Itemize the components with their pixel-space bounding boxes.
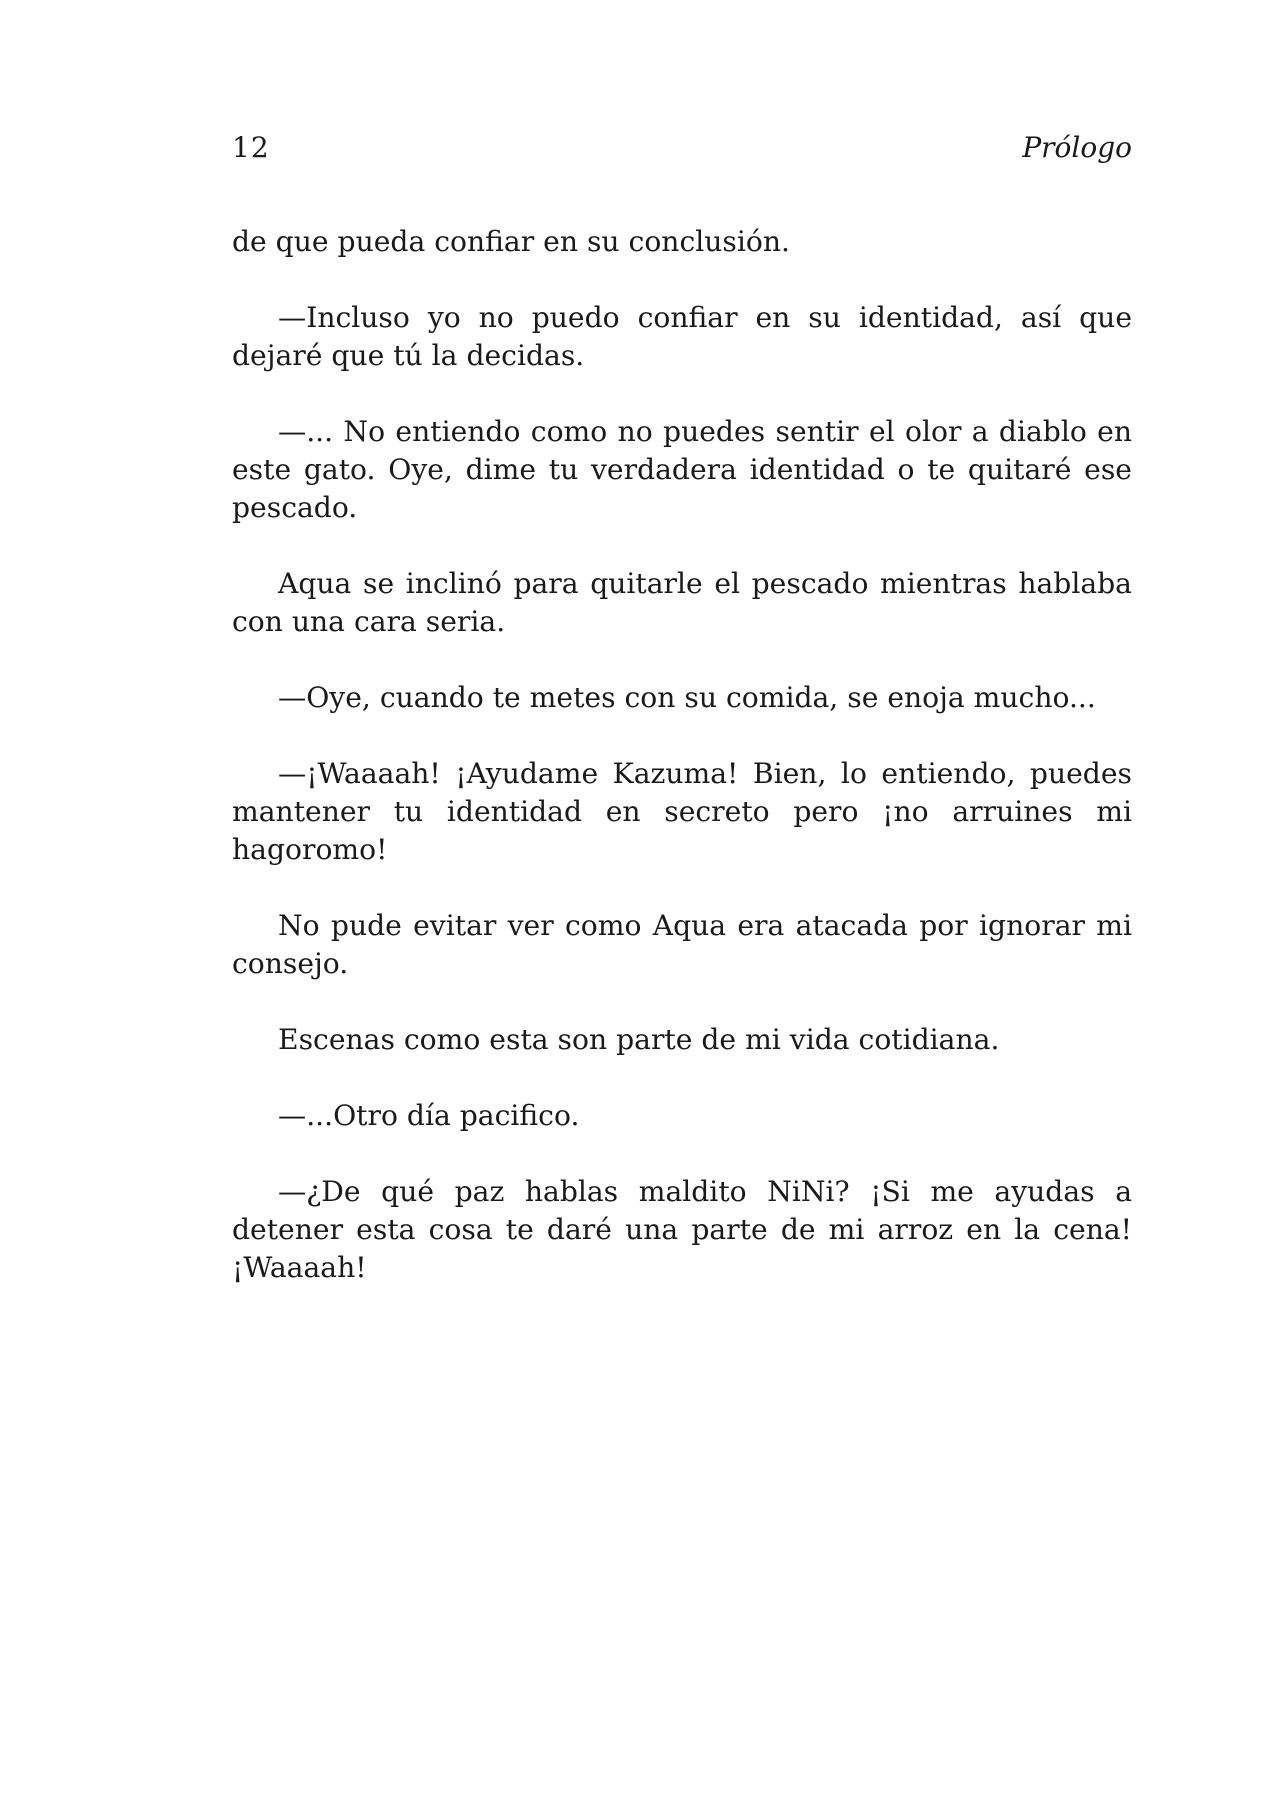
paragraph: —Incluso yo no puedo confiar en su identidad, así que dejaré que tú la decidas. bbox=[232, 301, 1132, 372]
paragraph: —¡Waaaah! ¡Ayudame Kazuma! Bien, lo entiendo, puedes mantener tu identidad en secreto pero ¡no arruines mi hagoromo! bbox=[232, 757, 1132, 866]
paragraph: Aqua se inclinó para quitarle el pescado mientras hablaba con una cara seria. bbox=[232, 567, 1132, 638]
paragraph: —¿De qué paz hablas maldito NiNi? ¡Si me ayudas a detener esta cosa te daré una parte de mi arroz en la cena!¡Waaaah! bbox=[232, 1175, 1132, 1284]
paragraph: de que pueda confiar en su conclusión. bbox=[232, 225, 790, 258]
page-number: 12 bbox=[232, 131, 270, 164]
chapter-title: Prólogo bbox=[1022, 131, 1132, 164]
paragraph: No pude evitar ver como Aqua era atacada por ignorar mi consejo. bbox=[232, 909, 1132, 980]
paragraph: —... No entiendo como no puedes sentir el olor a diablo en este gato. Oye, dime tu verdadera identidad o te quitaré ese pescado. bbox=[232, 415, 1132, 524]
paragraph: —Oye, cuando te metes con su comida, se enoja mucho... bbox=[278, 681, 1096, 714]
paragraph: Escenas como esta son parte de mi vida cotidiana. bbox=[278, 1023, 1000, 1056]
body-text bbox=[232, 223, 1132, 1325]
paragraph: —...Otro día pacifico. bbox=[278, 1099, 580, 1132]
page-header bbox=[232, 131, 1132, 171]
